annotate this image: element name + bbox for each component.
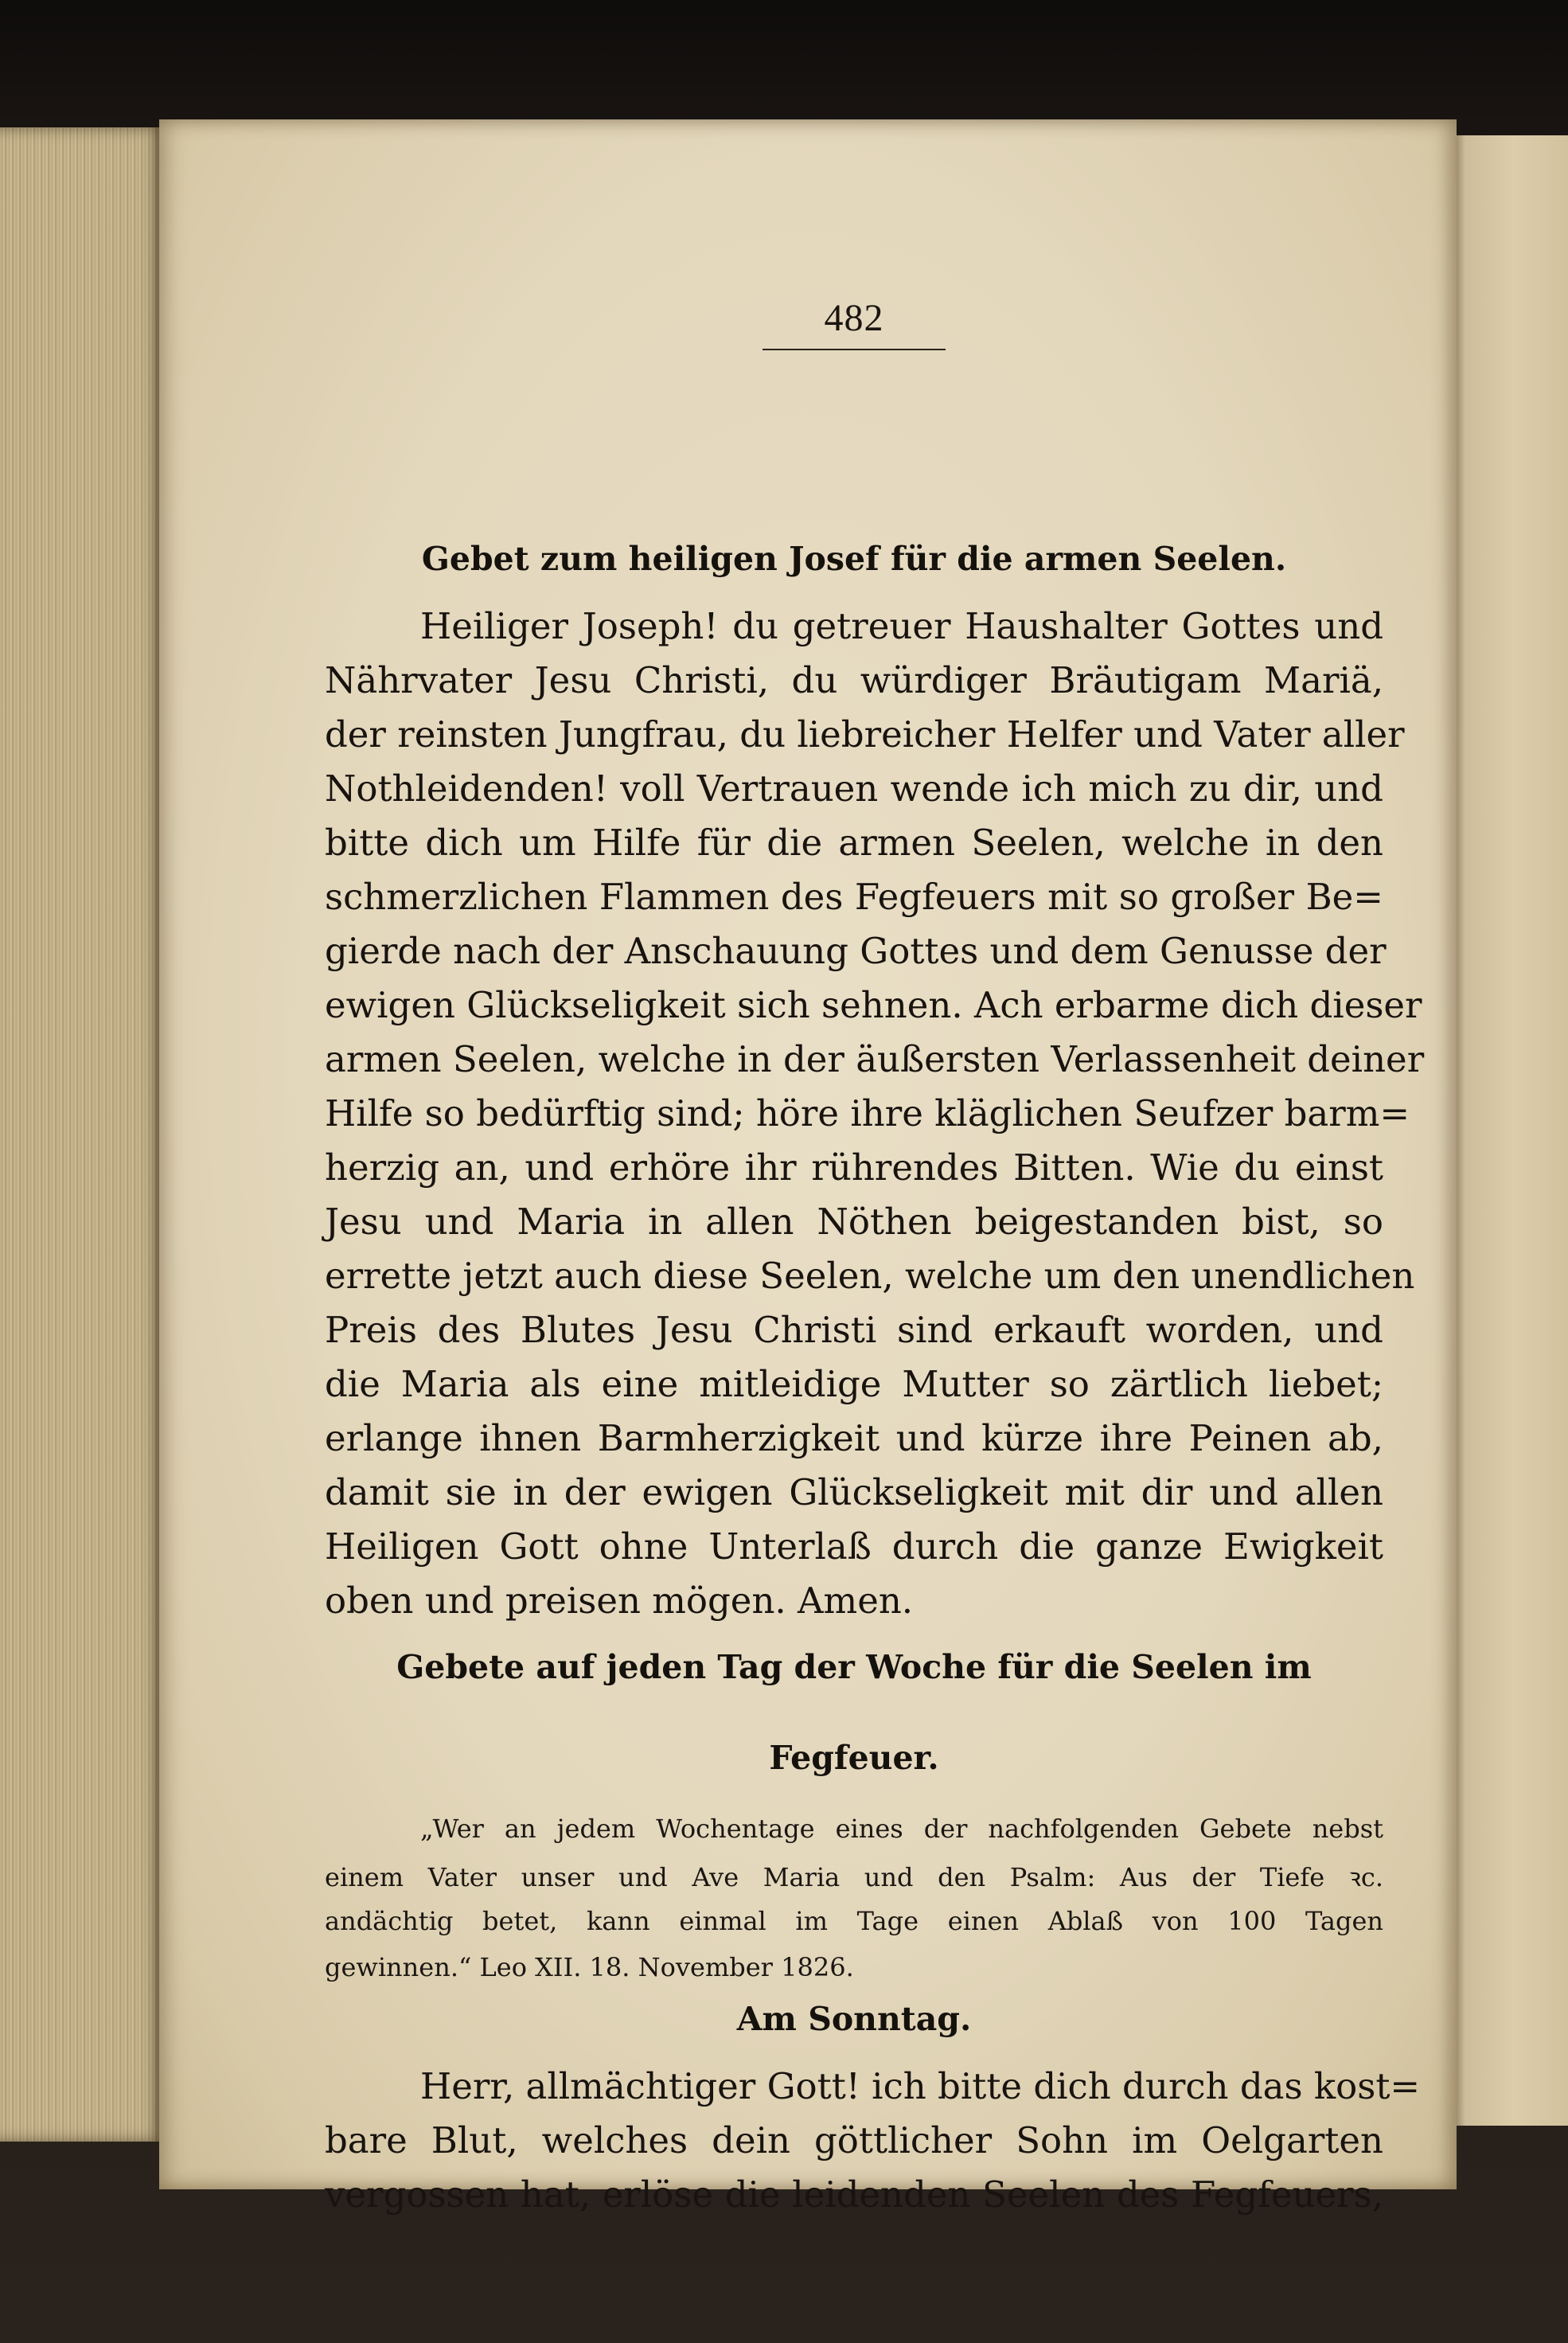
sunday-heading: Am Sonntag. [736, 2000, 972, 2038]
weekly-prayers-heading: Gebete auf jeden Tag der Woche für die Seelen im [396, 1648, 1312, 1686]
left-page-edges [0, 127, 167, 2142]
text-line: Nährvater Jesu Christi, du würdiger Bräutigam Mariä, [325, 659, 1383, 701]
text-line: die Maria als eine mitleidige Mutter so zärtlich liebet; [325, 1363, 1383, 1405]
text-line: bitte dich um Hilfe für die armen Seelen, welche in den [325, 822, 1383, 864]
text-line: errette jetzt auch diese Seelen, welche um den unendlichen [325, 1255, 1415, 1297]
text-line: Jesu und Maria in allen Nöthen beigestanden bist, so [325, 1201, 1383, 1243]
note-line: andächtig betet, kann einmal im Tage einen Ablaß von 100 Tagen [325, 1906, 1383, 1936]
text-line: armen Seelen, welche in der äußersten Verlassenheit deiner [325, 1038, 1425, 1080]
book-page [159, 119, 1457, 2216]
text-line: Heiligen Gott ohne Unterlaß durch die ganze Ewigkeit [325, 1525, 1383, 1568]
note-line: einem Vater unser und Ave Maria und den Psalm: Aus der Tiefe ꝛc. [325, 1862, 1383, 1892]
note-line: „Wer an jedem Wochentage eines der nachfolgenden Gebete nebst [420, 1814, 1383, 1844]
text-line: Herr, allmächtiger Gott! ich bitte dich durch das kost= [420, 2065, 1421, 2107]
text-line: erlange ihnen Barmherzigkeit und kürze ihre Peinen ab, [325, 1417, 1383, 1459]
text-line: vergossen hat, erlöse die leidenden Seelen des Fegfeuers, [325, 2173, 1383, 2216]
text-line: gierde nach der Anschauung Gottes und dem Genusse der [325, 930, 1387, 972]
text-line: ewigen Glückseligkeit sich sehnen. Ach erbarme dich dieser [325, 984, 1422, 1026]
text-line: schmerzlichen Flammen des Fegfeuers mit so großer Be= [325, 876, 1383, 918]
text-line: damit sie in der ewigen Glückseligkeit mit dir und allen [325, 1471, 1383, 1513]
page-number: 482 [824, 297, 884, 339]
text-line: oben und preisen mögen. Amen. [325, 1580, 914, 1622]
text-line: Nothleidenden! voll Vertrauen wende ich mich zu dir, und [325, 767, 1383, 810]
page-number-rule [763, 349, 946, 350]
text-line: Heiliger Joseph! du getreuer Haushalter Gottes und [420, 605, 1383, 647]
text-line: der reinsten Jungfrau, du liebreicher Helfer und Vater aller [325, 713, 1405, 756]
prayer-heading: Gebet zum heiligen Josef für die armen Seelen. [421, 540, 1287, 578]
note-line: gewinnen.“ Leo XII. 18. November 1826. [325, 1952, 854, 1982]
text-line: Preis des Blutes Jesu Christi sind erkauft worden, und [325, 1309, 1383, 1351]
weekly-prayers-heading-continued: Fegfeuer. [769, 1739, 939, 1777]
text-line: bare Blut, welches dein göttlicher Sohn im Oelgarten [325, 2119, 1383, 2161]
text-line: herzig an, und erhöre ihr rührendes Bitten. Wie du einst [325, 1146, 1383, 1189]
text-line: Hilfe so bedürftig sind; höre ihre kläglichen Seufzer barm= [325, 1092, 1410, 1134]
